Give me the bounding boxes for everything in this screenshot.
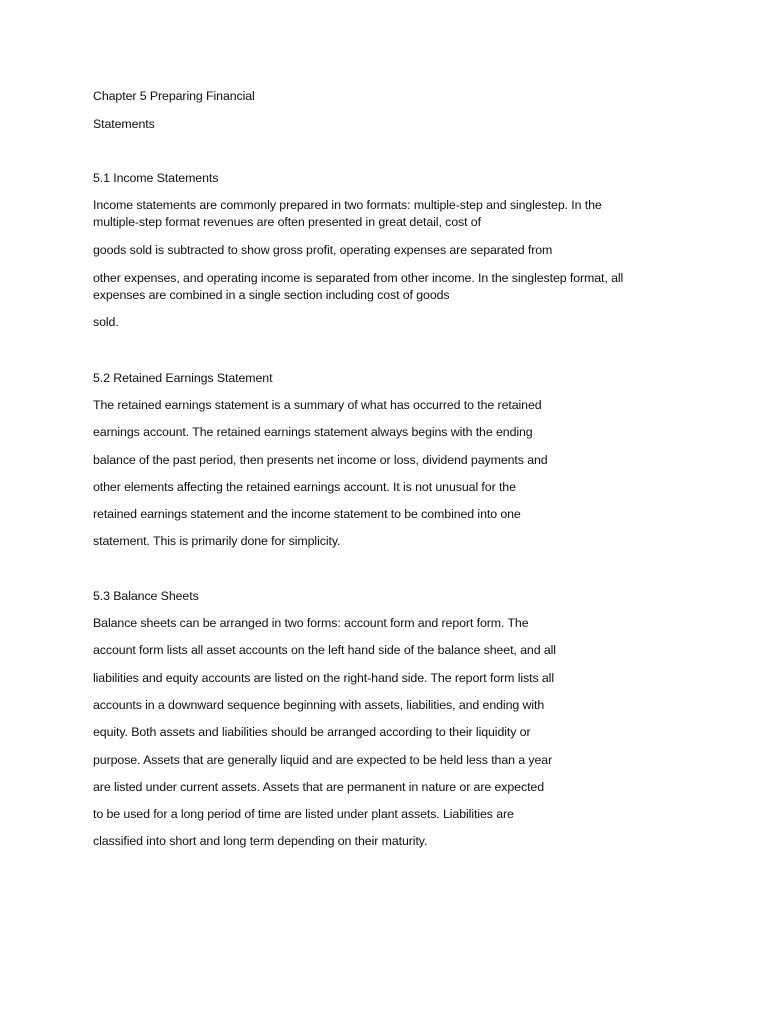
paragraph-line: account form lists all asset accounts on the left hand side of the balance sheet, and all (93, 643, 556, 657)
paragraph-line: equity. Both assets and liabilities should be arranged according to their liquidity or (93, 725, 531, 739)
paragraph-line: multiple-step format revenues are often presented in great detail, cost of (93, 215, 481, 229)
paragraph-line: The retained earnings statement is a summary of what has occurred to the retained (93, 398, 542, 412)
paragraph-line: expenses are combined in a single section including cost of goods (93, 288, 450, 302)
paragraph-line: other elements affecting the retained earnings account. It is not unusual for the (93, 480, 516, 494)
section-heading-retained-earnings: 5.2 Retained Earnings Statement (93, 371, 273, 385)
paragraph-line: purpose. Assets that are generally liquid and are expected to be held less than a year (93, 753, 553, 767)
paragraph-line: accounts in a downward sequence beginning with assets, liabilities, and ending with (93, 698, 545, 712)
paragraph-line: balance of the past period, then presents net income or loss, dividend payments and (93, 453, 548, 467)
paragraph-line: other expenses, and operating income is separated from other income. In the singlestep format, all (93, 271, 624, 285)
section-heading-balance-sheets: 5.3 Balance Sheets (93, 589, 199, 603)
paragraph-line: are listed under current assets. Assets that are permanent in nature or are expected (93, 780, 544, 794)
paragraph-line: statement. This is primarily done for simplicity. (93, 534, 341, 548)
paragraph-line: classified into short and long term depending on their maturity. (93, 834, 428, 848)
paragraph-line: goods sold is subtracted to show gross profit, operating expenses are separated from (93, 243, 553, 257)
paragraph-line: retained earnings statement and the income statement to be combined into one (93, 507, 521, 521)
title-line-1: Chapter 5 Preparing Financial (93, 89, 255, 103)
paragraph-line: liabilities and equity accounts are listed on the right-hand side. The report form lists all (93, 671, 554, 685)
paragraph-line: sold. (93, 315, 119, 329)
paragraph-line: Balance sheets can be arranged in two forms: account form and report form. The (93, 616, 529, 630)
paragraph-line: to be used for a long period of time are listed under plant assets. Liabilities are (93, 807, 514, 821)
paragraph-line: Income statements are commonly prepared in two formats: multiple-step and singlestep. In the (93, 198, 602, 212)
title-line-2: Statements (93, 117, 155, 131)
section-heading-income-statements: 5.1 Income Statements (93, 171, 219, 185)
paragraph-line: earnings account. The retained earnings statement always begins with the ending (93, 425, 533, 439)
